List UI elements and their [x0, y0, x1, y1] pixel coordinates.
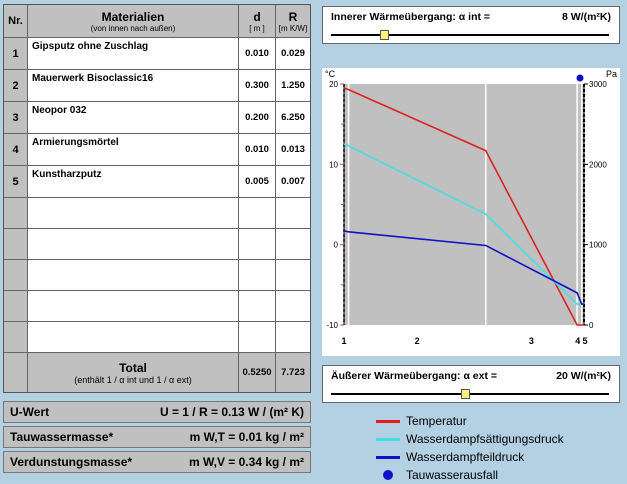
right-axis-unit: Pa [606, 69, 618, 79]
row-nr: 2 [4, 70, 28, 101]
row-nr: 3 [4, 102, 28, 133]
verdunstung-value: m W,V = 0.34 kg / m² [188, 455, 304, 469]
condensation-marker [577, 75, 584, 82]
table-row[interactable] [4, 166, 310, 198]
row-material[interactable]: Neopor 032 [28, 102, 239, 133]
empty-thickness-cell[interactable] [239, 291, 276, 321]
u-value-label: U-Wert [10, 405, 50, 419]
header-material-sub: (von innen nach außen) [90, 23, 176, 33]
left-tick-label: -10 [326, 321, 338, 330]
empty-row[interactable] [4, 260, 310, 291]
row-thickness[interactable]: 0.200 [239, 102, 276, 133]
header-d-label: d [253, 9, 261, 24]
material-table [3, 4, 311, 393]
empty-material-cell[interactable] [28, 322, 239, 352]
header-r-label: R [288, 9, 298, 24]
inner-heat-transfer-slider[interactable] [322, 6, 620, 44]
verdunstung-box [3, 451, 311, 473]
row-thickness[interactable]: 0.010 [239, 38, 276, 69]
empty-material-cell[interactable] [28, 198, 239, 228]
inner-slider-value: 8 W/(m²K) [562, 11, 611, 23]
empty-thickness-cell[interactable] [239, 229, 276, 259]
legend-temperature-swatch [376, 420, 400, 423]
legend-partial [376, 448, 564, 466]
total-resistance: 7.723 [276, 353, 310, 392]
table-row[interactable] [4, 38, 310, 70]
row-resistance: 0.029 [276, 38, 310, 69]
header-material-label: Materialien [101, 9, 165, 24]
tauwasser-value: m W,T = 0.01 kg / m² [189, 430, 304, 444]
outer-slider-thumb[interactable] [461, 389, 470, 399]
layer-label: 2 [414, 336, 420, 346]
row-resistance: 6.250 [276, 102, 310, 133]
right-tick-label: 3000 [589, 80, 607, 89]
empty-thickness-cell[interactable] [239, 260, 276, 290]
tauwasser-label: Tauwassermasse* [10, 430, 114, 444]
outer-slider-label: Äußerer Wärmeübergang: α ext = [331, 370, 498, 382]
empty-material-cell[interactable] [28, 291, 239, 321]
empty-row[interactable] [4, 322, 310, 353]
right-tick-label: 2000 [589, 160, 607, 170]
header-d [239, 5, 276, 37]
table-row[interactable] [4, 102, 310, 134]
legend-partial-swatch [376, 456, 400, 459]
row-material[interactable]: Kunstharzputz [28, 166, 239, 197]
outer-heat-transfer-slider[interactable] [322, 365, 620, 403]
total-sub: (enthält 1 / α int und 1 / α ext) [74, 374, 192, 385]
total-label: Total [119, 360, 147, 375]
row-resistance: 0.007 [276, 166, 310, 197]
table-row[interactable] [4, 70, 310, 102]
row-resistance: 0.013 [276, 134, 310, 165]
legend-temperature-label: Temperatur [406, 414, 467, 428]
right-tick-label: 1000 [589, 240, 607, 250]
row-material[interactable]: Gipsputz ohne Zuschlag [28, 38, 239, 69]
chart-svg [322, 68, 620, 356]
empty-row[interactable] [4, 229, 310, 260]
left-tick-label: 10 [329, 160, 338, 170]
empty-thickness-cell[interactable] [239, 322, 276, 352]
chart-legend [376, 412, 564, 484]
row-thickness[interactable]: 0.010 [239, 134, 276, 165]
right-tick-label: 0 [589, 321, 594, 330]
row-thickness[interactable]: 0.005 [239, 166, 276, 197]
left-tick-label: 0 [333, 240, 338, 250]
legend-temperature [376, 412, 564, 430]
outer-slider-value: 20 W/(m²K) [556, 370, 611, 382]
inner-slider-thumb[interactable] [380, 30, 389, 40]
verdunstung-label: Verdunstungsmasse* [10, 455, 133, 469]
total-row [4, 353, 310, 392]
temperature-pressure-chart [322, 68, 620, 356]
row-material[interactable]: Armierungsmörtel [28, 134, 239, 165]
legend-saturation [376, 430, 564, 448]
header-material [28, 5, 239, 37]
tauwasser-box [3, 426, 311, 448]
layer-label: 3 [528, 336, 534, 346]
layer-label: 4 [575, 336, 581, 346]
header-r [276, 5, 310, 37]
legend-condensation [376, 466, 564, 484]
legend-condensation-label: Tauwasserausfall [406, 468, 499, 482]
row-resistance: 1.250 [276, 70, 310, 101]
empty-thickness-cell[interactable] [239, 198, 276, 228]
row-nr: 5 [4, 166, 28, 197]
row-material[interactable]: Mauerwerk Bisoclassic16 [28, 70, 239, 101]
legend-condensation-dot-icon [383, 470, 393, 480]
inner-slider-label: Innerer Wärmeübergang: α int = [331, 11, 491, 23]
table-row[interactable] [4, 134, 310, 166]
empty-row[interactable] [4, 291, 310, 322]
layer-label: 5 [582, 336, 588, 346]
layer-label: 1 [341, 336, 347, 346]
empty-row[interactable] [4, 198, 310, 229]
u-value: U = 1 / R = 0.13 W / (m² K) [159, 405, 304, 419]
empty-material-cell[interactable] [28, 260, 239, 290]
header-r-unit: [m K/W] [278, 23, 308, 33]
chart-plot-area [344, 84, 584, 325]
row-nr: 4 [4, 134, 28, 165]
row-nr: 1 [4, 38, 28, 69]
u-value-box [3, 401, 311, 423]
legend-saturation-label: Wasserdampfsättigungsdruck [406, 432, 564, 446]
empty-material-cell[interactable] [28, 229, 239, 259]
header-nr: Nr. [4, 5, 28, 37]
total-thickness: 0.5250 [239, 353, 276, 392]
left-axis-unit: °C [325, 69, 336, 79]
total-label-cell [28, 353, 239, 392]
inner-slider-track[interactable] [331, 34, 609, 36]
legend-saturation-swatch [376, 438, 400, 441]
legend-partial-label: Wasserdampfteildruck [406, 450, 525, 464]
header-d-unit: [ m ] [249, 23, 265, 33]
table-header [4, 5, 310, 38]
row-thickness[interactable]: 0.300 [239, 70, 276, 101]
left-tick-label: 20 [329, 80, 338, 89]
